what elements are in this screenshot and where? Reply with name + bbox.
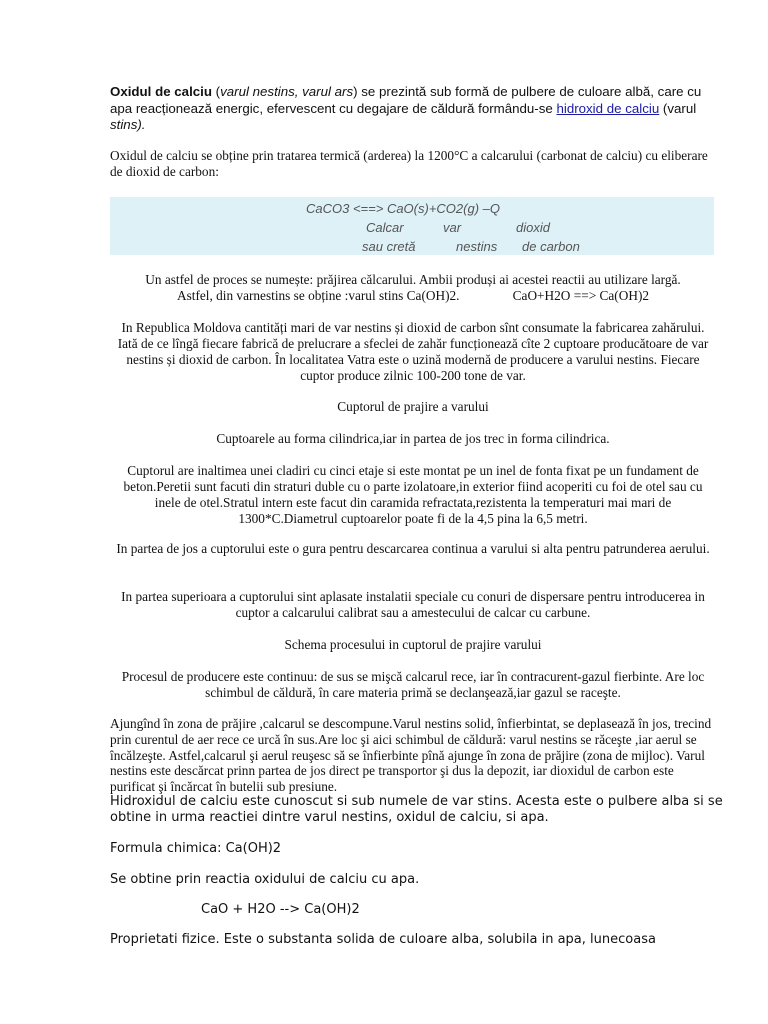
kiln-top-paragraph: In partea superioara a cuptorului sint aplasate instalatii speciale cu conuri de dispersare pentru introducerea in cuptor a calcarului calibrat sau a amestecului de calcar cu carbune. [121,589,705,620]
hydroxide-paragraph: Hidroxidul de calciu este cunoscut si sub numele de var stins. Acesta este o pulbere alba si se obtine in urma reactiei dintre varul nestins, oxidul de calciu, si apa. [110,794,723,825]
label-var: var [443,220,462,235]
label-calcar: Calcar [366,220,404,235]
intro-paragraph: Oxidul de calciu (varul nestins, varul ars) se prezintă sub formă de pulbere de culoare albă, care cu apa reacționează energic, efervescent cu degajare de căldură formându-se hidroxid de calciu (varul stins). [110,84,702,132]
moldova-paragraph: In Republica Moldova cantități mari de var nestins și dioxid de carbon sînt consumate la fabricarea zahărului. Iată de ce lîngă fiecare fabrică de prelucrare a sfeclei de zahăr funcționează cîte 2 cuptoare producătoare de var nestins și dioxid de carbon. În localitatea Vatra este o uzină modernă de producere a varului nestins. Fiecare cuptor produce zilnic 100-200 tone de var. [117,320,709,383]
label-nestins: nestins [456,239,498,254]
label-de-carbon: de carbon [522,239,580,254]
kiln-structure-paragraph: Cuptorul are inaltimea unei cladiri cu cinci etaje si este montat pe un inel de fonta fixat pe un fundament de beton.Peretii sunt facuti din straturi duble cu o parte izolatoare,in exterior fiind acoperiti cu foi de otel sau cu inele de otel.Stratul intern este facut din caramida refractata,rezistenta la temperaturi mai mari de 1300*C.Diametrul cuptoarelor poate fi de la 4,5 pina la 6,5 metri. [123,463,703,526]
process-scheme-heading: Schema procesului in cuptorul de prajire varului [284,637,542,652]
kiln-heading: Cuptorul de prajire a varului [337,399,489,414]
continuous-process-paragraph: Procesul de producere este continuu: de sus se mişcă calcarul rece, iar în contracurent-gazul fierbinte. Are loc schimbul de căldură, în care materia primă se declanşează,iar gazul se raceşte. [121,669,705,700]
kiln-bottom-paragraph: In partea de jos a cuptorului este o gura pentru descarcarea continua a varului si alta pentru patrunderea aerului. [116,541,710,556]
slaked-lime-line: Astfel, din varnestins se obține :varul stins Ca(OH)2. CaO+H2O ==> Ca(OH)2 [176,288,650,303]
equation-line: CaCO3 <==> CaO(s)+CO2(g) –Q [306,201,500,216]
chemical-formula-line: Formula chimica: Ca(OH)2 [110,841,282,856]
equation-box [110,197,714,255]
kiln-shape-paragraph: Cuptoarele au forma cilindrica,iar in partea de jos trec in forma cilindrica. [216,431,610,446]
label-sau-creta: sau cretă [362,239,416,254]
roasting-zone-paragraph: Ajungînd în zona de prăjire ,calcarul se descompune.Varul nestins solid, înfierbintat, se deplasează în jos, trecind prin curentul de aer rece ce urcă în sus.Are loc şi aici schimbul de căldură: varul nestins se răceşte ,iar aerul se încălzeşte. Astfel,calcarul şi aerul reuşesc să se înfierbinte pînă ajunge în zona de prăjire (zona de mijloc). Varul nestins este descărcat prinn partea de jos direct pe transportor şi dus la depozit, iar dioxidul de carbon este purificat şi încărcat în butelii sub presiune. [110,716,712,795]
hidroxid-de-calciu-link[interactable]: hidroxid de calciu [556,100,660,116]
reaction-equation-line: CaO + H2O --> Ca(OH)2 [201,902,360,917]
reaction-description-line: Se obtine prin reactia oxidului de calciu cu apa. [110,872,420,887]
process-name-line: Un astfel de proces se numește: prăjirea călcarului. Ambii produși ai acestei reactii au utilizare largă. [145,272,681,287]
term-oxidul-de-calciu: Oxidul de calciu [110,84,212,99]
physical-properties-line: Proprietati fizice. Este o substanta solida de culoare alba, solubila in apa, lunecoasa [110,932,656,947]
label-dioxid: dioxid [516,220,550,235]
obtaining-paragraph: Oxidul de calciu se obține prin tratarea termică (arderea) la 1200°C a calcarului (carbonat de calciu) cu eliberare de dioxid de carbon: [110,148,708,179]
